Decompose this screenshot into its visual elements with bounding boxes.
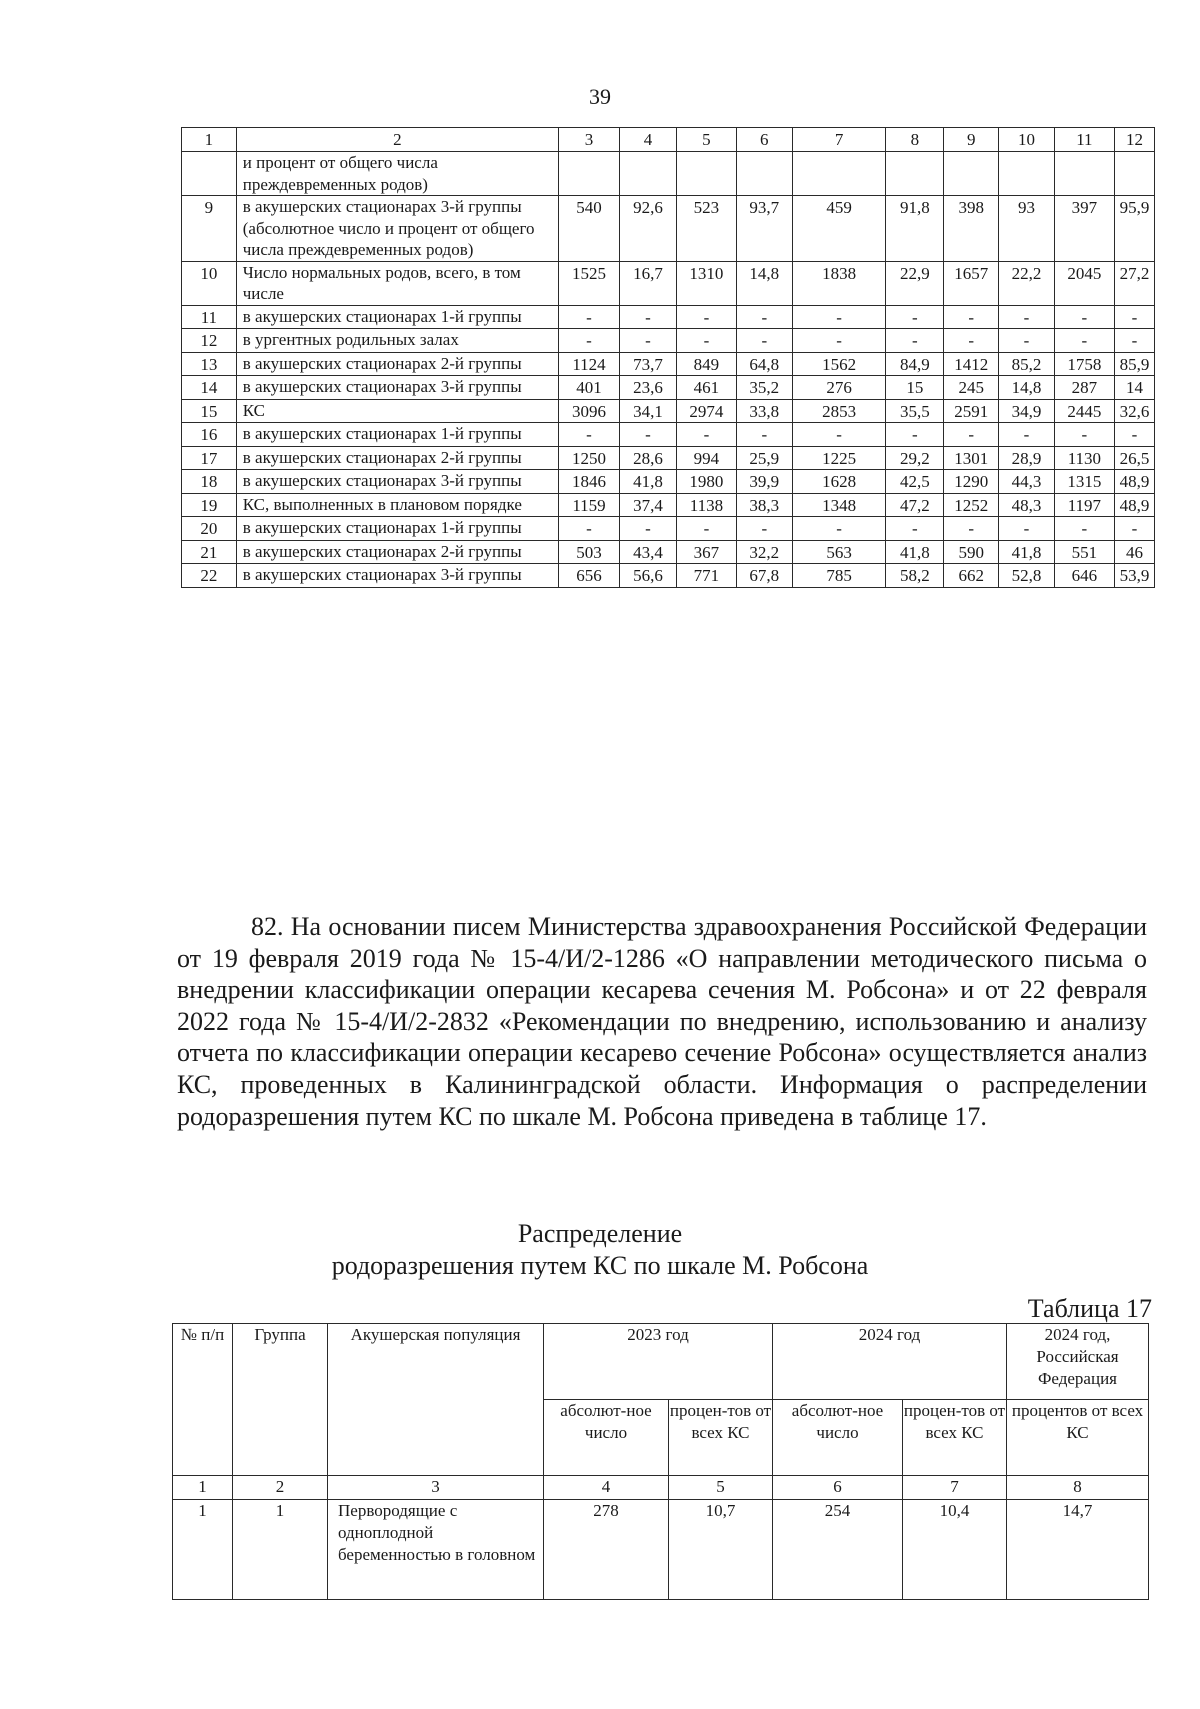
row-value: 35,5 xyxy=(886,399,944,423)
row-value: 56,6 xyxy=(620,564,677,588)
row-value: 29,2 xyxy=(886,446,944,470)
column-number: 5 xyxy=(669,1476,773,1500)
column-number: 3 xyxy=(558,128,619,152)
row-value: 95,9 xyxy=(1114,196,1154,262)
row-label: КС, выполненных в плановом порядке xyxy=(236,493,558,517)
row-value: 67,8 xyxy=(736,564,792,588)
row-value: 1980 xyxy=(676,470,736,494)
robson-table xyxy=(172,1323,1149,1600)
row-value: 14,7 xyxy=(1007,1500,1149,1600)
row-value: 771 xyxy=(676,564,736,588)
row-value: 254 xyxy=(773,1500,903,1600)
row-value: - xyxy=(886,423,944,447)
row-value xyxy=(886,152,944,196)
row-value: - xyxy=(1114,517,1154,541)
row-value xyxy=(944,152,999,196)
row-value: 92,6 xyxy=(620,196,677,262)
sub-pct-2024: процен-тов от всех КС xyxy=(903,1400,1007,1476)
row-value: 14 xyxy=(1114,376,1154,400)
row-number: 15 xyxy=(182,399,237,423)
row-value: 32,2 xyxy=(736,540,792,564)
row-value: - xyxy=(792,423,886,447)
row-value: 47,2 xyxy=(886,493,944,517)
row-value: - xyxy=(999,517,1055,541)
table-row xyxy=(182,329,1155,353)
row-value: - xyxy=(886,305,944,329)
row-number: 19 xyxy=(182,493,237,517)
row-label: КС xyxy=(236,399,558,423)
column-number: 12 xyxy=(1114,128,1154,152)
column-number: 5 xyxy=(676,128,736,152)
row-value: - xyxy=(1114,305,1154,329)
row-value: 1315 xyxy=(1054,470,1114,494)
row-value: 73,7 xyxy=(620,352,677,376)
column-number: 7 xyxy=(903,1476,1007,1500)
row-value: 10,7 xyxy=(669,1500,773,1600)
row-value: 662 xyxy=(944,564,999,588)
header-group: Группа xyxy=(233,1324,328,1476)
row-value: 287 xyxy=(1054,376,1114,400)
row-value: 14,8 xyxy=(736,261,792,305)
row-value: 1290 xyxy=(944,470,999,494)
row-label: в акушерских стационарах 2-й группы xyxy=(236,446,558,470)
table-row xyxy=(182,152,1155,196)
row-number: 16 xyxy=(182,423,237,447)
row-value: 785 xyxy=(792,564,886,588)
row-value: 16,7 xyxy=(620,261,677,305)
table-row xyxy=(182,564,1155,588)
row-value: 590 xyxy=(944,540,999,564)
row-value: 1301 xyxy=(944,446,999,470)
row-value: - xyxy=(999,329,1055,353)
row-value: 1310 xyxy=(676,261,736,305)
row-label: Число нормальных родов, всего, в том числе xyxy=(236,261,558,305)
row-number xyxy=(182,152,237,196)
row-value: 1159 xyxy=(558,493,619,517)
table-row xyxy=(173,1500,1149,1600)
table-row xyxy=(182,196,1155,262)
row-value: 245 xyxy=(944,376,999,400)
row-number: 17 xyxy=(182,446,237,470)
row-label: в акушерских стационарах 3-й группы xyxy=(236,564,558,588)
row-value: - xyxy=(999,423,1055,447)
column-number: 6 xyxy=(773,1476,903,1500)
row-value: - xyxy=(944,517,999,541)
row-value: 1628 xyxy=(792,470,886,494)
table-caption-line2: родоразрешения путем КС по шкале М. Робсона xyxy=(331,1251,869,1280)
row-value: 34,1 xyxy=(620,399,677,423)
row-value: 1124 xyxy=(558,352,619,376)
column-number: 2 xyxy=(236,128,558,152)
row-value: 1562 xyxy=(792,352,886,376)
row-value: - xyxy=(1054,423,1114,447)
row-value: 44,3 xyxy=(999,470,1055,494)
table-row xyxy=(182,261,1155,305)
row-value: - xyxy=(558,423,619,447)
row-value xyxy=(1114,152,1154,196)
row-value xyxy=(620,152,677,196)
row-value: - xyxy=(886,329,944,353)
row-value: 39,9 xyxy=(736,470,792,494)
row-value: 48,9 xyxy=(1114,493,1154,517)
row-value: 540 xyxy=(558,196,619,262)
table-row xyxy=(182,423,1155,447)
table-row xyxy=(182,493,1155,517)
row-label: в акушерских стационарах 3-й группы xyxy=(236,376,558,400)
row-value: 2045 xyxy=(1054,261,1114,305)
row-value: - xyxy=(944,329,999,353)
row-value: 523 xyxy=(676,196,736,262)
row-value: 43,4 xyxy=(620,540,677,564)
column-number: 1 xyxy=(173,1476,233,1500)
row-value: 849 xyxy=(676,352,736,376)
row-value: 276 xyxy=(792,376,886,400)
row-label: в акушерских стационарах 2-й группы xyxy=(236,540,558,564)
table-row xyxy=(182,399,1155,423)
row-value: 15 xyxy=(886,376,944,400)
row-number: 10 xyxy=(182,261,237,305)
row-label: в акушерских стационарах 3-й группы (абсолютное число и процент от общего числа преждевременных родов) xyxy=(236,196,558,262)
row-value: 53,9 xyxy=(1114,564,1154,588)
row-value: - xyxy=(676,423,736,447)
row-value: 22,2 xyxy=(999,261,1055,305)
row-value: - xyxy=(736,305,792,329)
row-value: 27,2 xyxy=(1114,261,1154,305)
header-2024-rf: 2024 год, Российская Федерация xyxy=(1007,1324,1149,1400)
table-caption-line1: Распределение xyxy=(517,1219,683,1248)
column-number: 8 xyxy=(1007,1476,1149,1500)
row-value: 38,3 xyxy=(736,493,792,517)
row-number: 13 xyxy=(182,352,237,376)
table-row xyxy=(182,446,1155,470)
row-value: 3096 xyxy=(558,399,619,423)
row-value: 28,6 xyxy=(620,446,677,470)
row-value: - xyxy=(676,305,736,329)
page-number: 39 xyxy=(589,84,611,109)
row-label: в акушерских стационарах 1-й группы xyxy=(236,305,558,329)
row-value: 22,9 xyxy=(886,261,944,305)
row-value: 32,6 xyxy=(1114,399,1154,423)
row-value: - xyxy=(620,423,677,447)
row-number: 18 xyxy=(182,470,237,494)
row-value: 1412 xyxy=(944,352,999,376)
row-value: 551 xyxy=(1054,540,1114,564)
row-label: в акушерских стационарах 1-й группы xyxy=(236,517,558,541)
row-number: 1 xyxy=(173,1500,233,1600)
row-value: - xyxy=(1114,329,1154,353)
row-value: 1348 xyxy=(792,493,886,517)
row-number: 14 xyxy=(182,376,237,400)
row-value xyxy=(1054,152,1114,196)
row-value: 34,9 xyxy=(999,399,1055,423)
row-value: 1525 xyxy=(558,261,619,305)
row-value: - xyxy=(792,305,886,329)
row-value: 93,7 xyxy=(736,196,792,262)
row-value: - xyxy=(558,329,619,353)
row-value: 994 xyxy=(676,446,736,470)
row-value: 1225 xyxy=(792,446,886,470)
column-number: 8 xyxy=(886,128,944,152)
header-2023: 2023 год xyxy=(544,1324,773,1400)
row-number: 22 xyxy=(182,564,237,588)
row-label: в акушерских стационарах 2-й группы xyxy=(236,352,558,376)
row-number: 20 xyxy=(182,517,237,541)
row-value: 14,8 xyxy=(999,376,1055,400)
row-value: 1758 xyxy=(1054,352,1114,376)
row-population: Первородящие с одноплодной беременностью в головном xyxy=(328,1500,544,1600)
column-number: 3 xyxy=(328,1476,544,1500)
row-value: 85,9 xyxy=(1114,352,1154,376)
row-label: в акушерских стационарах 1-й группы xyxy=(236,423,558,447)
column-number: 4 xyxy=(620,128,677,152)
row-value: 10,4 xyxy=(903,1500,1007,1600)
column-number: 10 xyxy=(999,128,1055,152)
row-value: 41,8 xyxy=(999,540,1055,564)
row-value: 1252 xyxy=(944,493,999,517)
row-value: - xyxy=(676,517,736,541)
column-number: 11 xyxy=(1054,128,1114,152)
column-number: 9 xyxy=(944,128,999,152)
row-value: - xyxy=(736,329,792,353)
table-row xyxy=(182,352,1155,376)
column-number: 6 xyxy=(736,128,792,152)
row-group: 1 xyxy=(233,1500,328,1600)
sub-abs-2024: абсолют-ное число xyxy=(773,1400,903,1476)
row-value: 2853 xyxy=(792,399,886,423)
row-value: 25,9 xyxy=(736,446,792,470)
row-value: - xyxy=(676,329,736,353)
row-label: в ургентных родильных залах xyxy=(236,329,558,353)
row-value: 1838 xyxy=(792,261,886,305)
row-value: 401 xyxy=(558,376,619,400)
body-paragraph: 82. На основании писем Министерства здравоохранения Российской Федерации от 19 февраля 2019 года № 15-4/И/2-1286 «О направлении методического письма о внедрении классификации операции кесарева сечения М. Робсона» и от 22 февраля 2022 года № 15-4/И/2-2832 «Рекомендации по внедрению, использованию и анализу отчета по классификации операции кесарево сечение Робсона» осуществляется анализ КС, проведенных в Калининградской области. Информация о распределении родоразрешения путем КС по шкале М. Робсона приведена в таблице 17. xyxy=(177,912,1147,1131)
row-value xyxy=(558,152,619,196)
row-value: 1657 xyxy=(944,261,999,305)
row-value: 2974 xyxy=(676,399,736,423)
row-value: 91,8 xyxy=(886,196,944,262)
table-row xyxy=(182,540,1155,564)
row-value: 46 xyxy=(1114,540,1154,564)
row-value: - xyxy=(736,517,792,541)
column-number: 1 xyxy=(182,128,237,152)
header-population: Акушерская популяция xyxy=(328,1324,544,1476)
row-value: 93 xyxy=(999,196,1055,262)
row-value: - xyxy=(736,423,792,447)
row-value: - xyxy=(620,329,677,353)
row-value: 33,8 xyxy=(736,399,792,423)
row-value: 503 xyxy=(558,540,619,564)
row-value: - xyxy=(1114,423,1154,447)
row-value: 48,3 xyxy=(999,493,1055,517)
row-value: - xyxy=(558,517,619,541)
row-value: 397 xyxy=(1054,196,1114,262)
column-number: 7 xyxy=(792,128,886,152)
row-value: - xyxy=(999,305,1055,329)
row-number: 12 xyxy=(182,329,237,353)
row-value: 1197 xyxy=(1054,493,1114,517)
header-row xyxy=(182,128,1155,152)
sub-abs-2023: абсолют-ное число xyxy=(544,1400,669,1476)
row-value: 459 xyxy=(792,196,886,262)
row-value: 656 xyxy=(558,564,619,588)
row-value: - xyxy=(944,423,999,447)
row-value: - xyxy=(620,305,677,329)
table-row xyxy=(182,376,1155,400)
row-value: 278 xyxy=(544,1500,669,1600)
row-value: - xyxy=(1054,329,1114,353)
row-value xyxy=(676,152,736,196)
row-label: и процент от общего числа преждевременных родов) xyxy=(236,152,558,196)
sub-rf: процентов от всех КС xyxy=(1007,1400,1149,1476)
table-row xyxy=(182,517,1155,541)
table-row xyxy=(182,305,1155,329)
row-value: 563 xyxy=(792,540,886,564)
row-number: 9 xyxy=(182,196,237,262)
row-value: 84,9 xyxy=(886,352,944,376)
row-value: 52,8 xyxy=(999,564,1055,588)
row-number: 11 xyxy=(182,305,237,329)
row-value: - xyxy=(792,329,886,353)
row-value: 35,2 xyxy=(736,376,792,400)
row-value: 41,8 xyxy=(886,540,944,564)
row-value: 1138 xyxy=(676,493,736,517)
row-value: 23,6 xyxy=(620,376,677,400)
row-value: 1846 xyxy=(558,470,619,494)
row-number: 21 xyxy=(182,540,237,564)
row-value: 26,5 xyxy=(1114,446,1154,470)
row-value: - xyxy=(944,305,999,329)
row-value: - xyxy=(1054,305,1114,329)
row-value: 48,9 xyxy=(1114,470,1154,494)
column-number: 2 xyxy=(233,1476,328,1500)
row-value: 367 xyxy=(676,540,736,564)
row-value xyxy=(792,152,886,196)
row-value: - xyxy=(792,517,886,541)
row-label: в акушерских стационарах 3-й группы xyxy=(236,470,558,494)
row-value: - xyxy=(558,305,619,329)
row-value: 64,8 xyxy=(736,352,792,376)
header-2024: 2024 год xyxy=(773,1324,1007,1400)
row-value xyxy=(736,152,792,196)
statistics-table xyxy=(181,127,1155,588)
row-value: 398 xyxy=(944,196,999,262)
row-value xyxy=(999,152,1055,196)
row-value: - xyxy=(1054,517,1114,541)
column-number: 4 xyxy=(544,1476,669,1500)
row-value: 2445 xyxy=(1054,399,1114,423)
row-value: 85,2 xyxy=(999,352,1055,376)
row-value: - xyxy=(620,517,677,541)
row-value: 28,9 xyxy=(999,446,1055,470)
row-value: 1130 xyxy=(1054,446,1114,470)
row-value: 646 xyxy=(1054,564,1114,588)
row-value: 2591 xyxy=(944,399,999,423)
row-value: 1250 xyxy=(558,446,619,470)
row-value: 461 xyxy=(676,376,736,400)
row-value: 42,5 xyxy=(886,470,944,494)
sub-pct-2023: процен-тов от всех КС xyxy=(669,1400,773,1476)
header-number: № п/п xyxy=(173,1324,233,1476)
row-value: 58,2 xyxy=(886,564,944,588)
table-row xyxy=(182,470,1155,494)
table-label: Таблица 17 xyxy=(1027,1294,1152,1323)
row-value: 41,8 xyxy=(620,470,677,494)
row-value: 37,4 xyxy=(620,493,677,517)
row-value: - xyxy=(886,517,944,541)
